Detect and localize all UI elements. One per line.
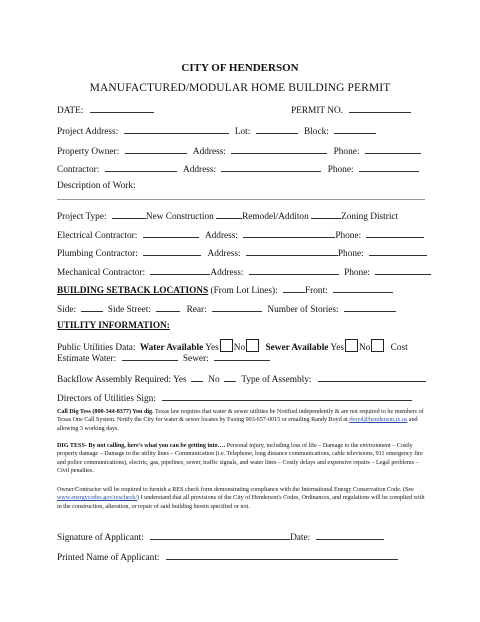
setback-row bbox=[57, 284, 393, 296]
no-call-text: Personal injury, including loss of life – Damage to the environment – Costly property damage – Damage to the utility lines – Communication (i.e. Telephone, long distance communications, cable televisions, 911 emergency fire and police communications), electric, gas, pipelines, sewer, traffic signals, and water lines – Costly delays and expensive repairs – Legal problems – Civil penalties. bbox=[57, 443, 423, 474]
cost-label: Cost bbox=[390, 343, 408, 353]
res-check-notice bbox=[57, 486, 427, 511]
form-subtitle: MANUFACTURED/MODULAR HOME BUILDING PERMIT bbox=[89, 82, 391, 94]
signature-field[interactable] bbox=[150, 531, 290, 540]
signature-label: Signature of Applicant: bbox=[57, 533, 144, 543]
plumbing-label: Plumbing Contractor: bbox=[57, 249, 138, 259]
mechanical-field[interactable] bbox=[150, 266, 210, 275]
mechanical-row bbox=[57, 266, 431, 278]
signature-date-field[interactable] bbox=[316, 531, 384, 540]
electrical-address-field[interactable] bbox=[243, 229, 335, 238]
backflow-no-label: No bbox=[208, 375, 220, 385]
directors-row bbox=[57, 392, 412, 404]
no-call-bold: DIG TESS- By not calling, here's what you can be getting into…. bbox=[57, 443, 226, 449]
remodel-field[interactable] bbox=[216, 210, 242, 219]
estimate-sewer-label: Sewer: bbox=[182, 354, 209, 364]
sewer-no-label: No bbox=[358, 343, 371, 353]
electrical-address-label: Address: bbox=[204, 231, 238, 241]
dig-tess-text: Texas law requires that water & sewer utilities be Notified independently & are not required to be members of Texas One Call System. Notify the City for water & sewer locates by Faxing 903-657-0015 or emailing Randy Boyd at bbox=[57, 409, 424, 424]
setback-heading-suffix: (From Lot Lines): bbox=[208, 286, 278, 296]
dig-tess-notice bbox=[57, 408, 427, 433]
remodel-label: Remodel/Additon bbox=[242, 212, 309, 222]
assembly-type-field[interactable] bbox=[318, 373, 426, 382]
dig-tess-end: and allowing 3 working days. bbox=[57, 417, 418, 432]
assembly-type-label: Type of Assembly: bbox=[241, 375, 312, 385]
plumbing-row bbox=[57, 247, 427, 259]
front-label: Front: bbox=[305, 286, 328, 296]
side-street-field[interactable] bbox=[156, 303, 180, 312]
owner-address-label: Address: bbox=[192, 147, 226, 157]
description-label: Description of Work: bbox=[57, 181, 136, 191]
printed-name-field[interactable] bbox=[166, 551, 398, 560]
date-label: DATE: bbox=[57, 106, 84, 116]
utility-heading: UTILITY INFORMATION: bbox=[57, 321, 170, 331]
owner-phone-field[interactable] bbox=[365, 145, 421, 154]
property-owner-field[interactable] bbox=[125, 145, 187, 154]
contractor-row bbox=[57, 163, 419, 175]
property-owner-label: Property Owner: bbox=[57, 147, 120, 157]
date-row bbox=[57, 104, 154, 116]
project-address-label: Project Address: bbox=[57, 127, 119, 137]
electrical-label: Electrical Contractor: bbox=[57, 231, 138, 241]
property-owner-row bbox=[57, 145, 421, 157]
sewer-yes-checkbox[interactable] bbox=[345, 339, 358, 352]
printed-name-label: Printed Name of Applicant: bbox=[57, 553, 160, 563]
mechanical-phone-field[interactable] bbox=[375, 266, 431, 275]
no-call-notice bbox=[57, 442, 427, 475]
directors-sign-field[interactable] bbox=[162, 392, 412, 401]
estimate-water-field[interactable] bbox=[122, 352, 178, 361]
rear-field[interactable] bbox=[212, 303, 262, 312]
signature-row bbox=[57, 531, 384, 543]
public-utilities-label: Public Utilities Data: bbox=[57, 343, 136, 353]
stories-label: Number of Stories: bbox=[267, 305, 339, 315]
front-field[interactable] bbox=[333, 284, 393, 293]
plumbing-address-label: Address: bbox=[207, 249, 241, 259]
lot-field[interactable] bbox=[256, 125, 298, 134]
dig-tess-bold: Call Dig Tess (800-344-8377) You dig. bbox=[57, 409, 154, 415]
res-check-text-b: ) I understand that all provisions of the City of Henderson's Codes, Ordinances, and regulations will be complied with in the construction, alteration, or repair of said building herein specified or not. bbox=[57, 495, 425, 510]
block-field[interactable] bbox=[334, 125, 376, 134]
water-no-checkbox[interactable] bbox=[246, 339, 259, 352]
zoning-label: Zoning District bbox=[341, 212, 399, 222]
contractor-address-label: Address: bbox=[183, 165, 217, 175]
electrical-field[interactable] bbox=[143, 229, 199, 238]
water-yes-label: Yes bbox=[205, 343, 219, 353]
contractor-label: Contractor: bbox=[57, 165, 100, 175]
side-field[interactable] bbox=[81, 303, 103, 312]
new-construction-label: New Construction bbox=[145, 212, 214, 222]
permit-no-label: PERMIT NO. bbox=[291, 106, 343, 116]
mechanical-address-label: Address: bbox=[210, 268, 244, 278]
electrical-row bbox=[57, 229, 424, 241]
backflow-yes-field[interactable] bbox=[191, 373, 203, 382]
sewer-available-label: Sewer Available bbox=[265, 343, 329, 353]
setback-lot-lines-field[interactable] bbox=[283, 284, 305, 293]
estimate-sewer-field[interactable] bbox=[214, 352, 270, 361]
electrical-phone-label: Phone: bbox=[335, 231, 362, 241]
utility-row bbox=[57, 339, 408, 353]
project-type-label: Project Type: bbox=[57, 212, 107, 222]
zoning-field[interactable] bbox=[311, 210, 341, 219]
owner-phone-label: Phone: bbox=[333, 147, 360, 157]
owner-address-field[interactable] bbox=[231, 145, 327, 154]
water-no-label: No bbox=[233, 343, 246, 353]
setback-row-2 bbox=[57, 303, 396, 315]
side-street-label: Side Street: bbox=[107, 305, 151, 315]
electrical-phone-field[interactable] bbox=[366, 229, 424, 238]
description-line[interactable] bbox=[57, 199, 425, 200]
water-yes-checkbox[interactable] bbox=[220, 339, 233, 352]
plumbing-field[interactable] bbox=[143, 247, 201, 256]
setback-heading: BUILDING SETBACK LOCATIONS bbox=[57, 286, 209, 296]
project-address-field[interactable] bbox=[124, 125, 229, 134]
permit-no-row bbox=[291, 104, 411, 116]
plumbing-address-field[interactable] bbox=[246, 247, 338, 256]
sewer-no-checkbox[interactable] bbox=[371, 339, 384, 352]
email-link[interactable]: rboyd@henderson.tx.us bbox=[349, 417, 408, 424]
backflow-label: Backflow Assembly Required: Yes bbox=[57, 375, 187, 385]
contractor-phone-field[interactable] bbox=[359, 163, 419, 172]
directors-label: Directors of Utilities Sign: bbox=[57, 394, 156, 404]
mechanical-phone-label: Phone: bbox=[344, 268, 370, 278]
date-field[interactable] bbox=[90, 104, 154, 113]
backflow-no-field[interactable] bbox=[224, 373, 236, 382]
block-label: Block: bbox=[304, 127, 329, 137]
sewer-yes-label: Yes bbox=[330, 343, 344, 353]
water-available-label: Water Available bbox=[139, 343, 204, 353]
lot-label: Lot: bbox=[234, 127, 251, 137]
res-check-text-a: Owner/Contractor will be required to furnish a RES check form demonstrating compliance with the International Energy Conservation Code. (See bbox=[57, 487, 414, 493]
contractor-phone-label: Phone: bbox=[327, 165, 354, 175]
estimate-water-label: Estimate Water: bbox=[57, 354, 117, 364]
project-address-row bbox=[57, 125, 376, 137]
backflow-row bbox=[57, 373, 426, 385]
stories-field[interactable] bbox=[344, 303, 396, 312]
permit-no-field[interactable] bbox=[349, 104, 411, 113]
plumbing-phone-label: Phone: bbox=[337, 249, 364, 259]
side-label: Side: bbox=[57, 305, 77, 315]
estimate-row bbox=[57, 352, 270, 364]
printed-name-row bbox=[57, 551, 398, 563]
mechanical-address-field[interactable] bbox=[249, 266, 339, 275]
res-check-link[interactable]: www.energycodes.gov/rescheck/ bbox=[57, 495, 138, 502]
new-construction-field[interactable] bbox=[112, 210, 146, 219]
contractor-field[interactable] bbox=[105, 163, 177, 172]
rear-label: Rear: bbox=[186, 305, 207, 315]
signature-date-label: Date: bbox=[290, 533, 311, 543]
plumbing-phone-field[interactable] bbox=[369, 247, 427, 256]
contractor-address-field[interactable] bbox=[221, 163, 321, 172]
mechanical-label: Mechanical Contractor: bbox=[57, 268, 146, 278]
page-title: CITY OF HENDERSON bbox=[181, 62, 299, 74]
project-type-row bbox=[57, 210, 398, 222]
